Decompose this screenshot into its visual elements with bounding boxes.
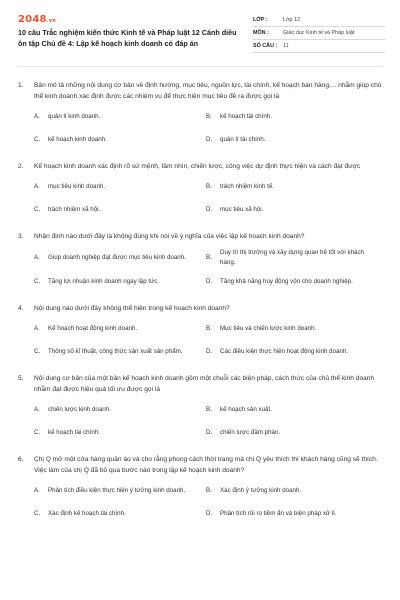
- answer-option[interactable]: [34, 248, 206, 268]
- answer-option[interactable]: [34, 201, 206, 219]
- meta-value: 11: [283, 43, 289, 49]
- option-text: mục tiêu xã hội.: [220, 206, 264, 213]
- option-text: Giúp doanh nghiệp đạt được mục tiêu kinh doanh.: [48, 254, 186, 261]
- option-text: kế hoạch tài chính.: [220, 113, 272, 120]
- option-key: A.: [34, 183, 40, 190]
- option-key: B.: [206, 406, 212, 413]
- answer-option[interactable]: [34, 320, 206, 338]
- question-number: 2.: [18, 163, 24, 170]
- meta-value: Lớp 12: [283, 17, 301, 23]
- answer-option[interactable]: [206, 273, 378, 291]
- answer-option[interactable]: [206, 424, 378, 442]
- question-item: [18, 303, 382, 361]
- answer-option[interactable]: [34, 505, 206, 523]
- answer-option[interactable]: [206, 201, 378, 219]
- answer-option[interactable]: [34, 108, 206, 126]
- question-item: [18, 231, 382, 291]
- option-key: C.: [34, 206, 41, 213]
- option-text: chiến lược đàm phán.: [220, 429, 281, 436]
- question-number: 1.: [18, 82, 24, 89]
- option-text: Tăng lợi nhuận kinh doanh ngay lập tức.: [48, 278, 160, 285]
- option-key: C.: [34, 136, 41, 143]
- question-item: [18, 161, 382, 219]
- option-text: Thông số kĩ thuật, công thức sản xuất sản phẩm.: [48, 348, 183, 355]
- answer-option[interactable]: [206, 178, 378, 196]
- option-text: Xác định kế hoạch tài chính.: [48, 510, 126, 517]
- option-key: A.: [34, 113, 40, 120]
- option-key: D.: [206, 510, 213, 517]
- brand-suffix: .vn: [46, 18, 56, 24]
- option-key: D.: [206, 136, 213, 143]
- answer-option[interactable]: [206, 343, 378, 361]
- question-item: [18, 373, 382, 442]
- question-number: 6.: [18, 456, 24, 463]
- question-text: Nội dung nào dưới đây không thể hiện trong kế hoạch kinh doanh?: [34, 305, 230, 312]
- answer-options: [34, 108, 382, 149]
- option-text: Phân tích điều kiện thực hiện ý tưởng kinh doanh.: [48, 487, 186, 494]
- meta-row-subject: [253, 27, 385, 40]
- question-number: 5.: [18, 375, 24, 382]
- meta-key: LỚP :: [253, 17, 268, 23]
- answer-option[interactable]: [34, 424, 206, 442]
- meta-row-class: [253, 14, 385, 27]
- answer-option[interactable]: [34, 178, 206, 196]
- answer-options: [34, 401, 382, 442]
- option-text: quản lí kinh doanh.: [48, 113, 101, 120]
- answer-option[interactable]: [206, 248, 378, 268]
- answer-option[interactable]: [206, 505, 378, 523]
- option-text: Tăng khả năng huy động vốn cho doanh nghiệp.: [220, 278, 353, 285]
- answer-option[interactable]: [206, 131, 378, 149]
- answer-option[interactable]: [206, 482, 378, 500]
- brand-logo[interactable]: [18, 14, 56, 25]
- option-text: kế hoạch sản xuất.: [220, 406, 272, 413]
- option-key: D.: [206, 206, 213, 213]
- option-key: B.: [206, 113, 212, 120]
- option-key: A.: [34, 406, 40, 413]
- option-key: D.: [206, 348, 213, 355]
- page-header: [0, 0, 400, 62]
- question-text: Kế hoạch kinh doanh xác định rõ sứ mệnh, tầm nhìn, chiến lược, công việc dự định thực hiện và cách đạt được: [34, 163, 361, 170]
- answer-option[interactable]: [34, 273, 206, 291]
- question-text: Nhận định nào dưới đây là không đúng khi nói về ý nghĩa của việc lập kế hoạch kinh doanh?: [34, 233, 305, 240]
- question-text: Nội dung cơ bản của một bản kế hoạch kinh doanh gồm một chuỗi các biện pháp, cách thức của chủ thể kinh doanh nhằm đạt được hiệu quả tối ưu được gọi là: [34, 375, 375, 393]
- meta-table: [253, 14, 385, 53]
- option-key: B.: [206, 487, 212, 494]
- meta-key: MÔN :: [253, 30, 269, 36]
- page-title: 10 câu Trắc nghiệm kiến thức Kinh tế và Pháp luật 12 Cánh diều ôn tập Chủ đề 4: Lập kế hoạch kinh doanh có đáp án: [18, 28, 237, 48]
- option-key: B.: [206, 325, 212, 332]
- meta-row-count: [253, 40, 385, 53]
- option-text: chiến lược kinh doanh.: [48, 406, 111, 413]
- question-number: 3.: [18, 233, 24, 240]
- option-text: kế hoạch kinh doanh.: [48, 136, 107, 143]
- meta-value: Giáo dục Kinh tế và Pháp luật: [283, 30, 355, 36]
- option-key: D.: [206, 278, 213, 285]
- option-text: Mục tiêu và chiến lược kinh doanh.: [220, 325, 317, 332]
- option-text: Các điều kiện thực hiện hoạt động kinh doanh.: [220, 348, 348, 355]
- option-key: C.: [34, 278, 41, 285]
- question-item: [18, 454, 382, 523]
- question-item: [18, 80, 382, 149]
- option-text: kế hoạch tài chính.: [48, 429, 100, 436]
- answer-option[interactable]: [206, 108, 378, 126]
- answer-option[interactable]: [206, 401, 378, 419]
- option-text: Kế hoạch hoạt động kinh doanh.: [48, 325, 138, 332]
- option-text: Xác định ý tưởng kinh doanh.: [220, 487, 302, 494]
- answer-option[interactable]: [34, 401, 206, 419]
- option-key: C.: [34, 510, 41, 517]
- answer-option[interactable]: [206, 320, 378, 338]
- question-text: Chị Q mở một cửa hàng quần áo và cho rằng phong cách thời trang mà chị Q yêu thích thì khách hàng cũng sẽ thích. Việc làm của chị Q đã bỏ qua bước nào trong lập kế hoạch kinh doanh?: [34, 456, 378, 474]
- option-key: C.: [34, 429, 41, 436]
- option-key: C.: [34, 348, 41, 355]
- option-text: quản lí tài chính.: [220, 136, 266, 143]
- question-number: 4.: [18, 305, 24, 312]
- option-text: mục tiêu kinh doanh.: [48, 183, 106, 190]
- answer-options: [34, 482, 382, 523]
- answer-option[interactable]: [34, 131, 206, 149]
- meta-key: SỐ CÂU :: [253, 43, 278, 49]
- answer-options: [34, 320, 382, 361]
- option-key: B.: [206, 183, 212, 190]
- option-key: A.: [34, 325, 40, 332]
- answer-option[interactable]: [34, 343, 206, 361]
- option-key: B.: [206, 254, 212, 261]
- option-key: A.: [34, 487, 40, 494]
- question-text: Bản mô tả những nội dung cơ bản về định hướng, mục tiêu, nguồn lực, tài chính, kế hoạch bán hàng,... nhằm giúp chủ thể kinh doanh xác định được các nhiệm vụ để thực hiện mục tiêu đề ra được gọi là: [34, 82, 382, 100]
- option-text: Duy trì thị trường và xây dựng quan hệ tốt với khách hàng.: [220, 249, 365, 266]
- brand-name: 2048: [18, 14, 47, 25]
- answer-option[interactable]: [34, 482, 206, 500]
- option-text: Phân tích rủi ro tiềm ẩn và biện pháp xử lí.: [220, 510, 337, 517]
- option-key: A.: [34, 254, 40, 261]
- header-divider: [18, 66, 382, 67]
- answer-options: [34, 248, 382, 291]
- option-key: D.: [206, 429, 213, 436]
- option-text: trách nhiệm xã hội.: [48, 206, 101, 213]
- answer-options: [34, 178, 382, 219]
- option-text: trách nhiệm kinh tế.: [220, 183, 274, 190]
- question-list: [18, 80, 382, 535]
